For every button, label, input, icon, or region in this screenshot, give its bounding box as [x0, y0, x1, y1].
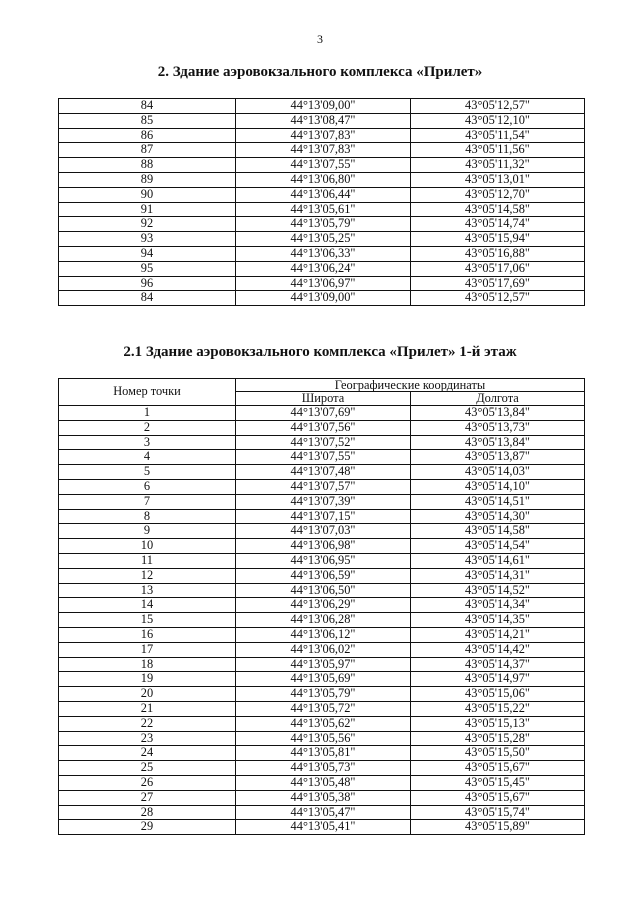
- longitude-cell: 43°05'14,37": [411, 657, 585, 672]
- latitude-cell: 44°13'07,83": [236, 128, 411, 143]
- longitude-cell: 43°05'15,89": [411, 820, 585, 835]
- longitude-cell: 43°05'12,70": [411, 187, 585, 202]
- point-number-cell: 13: [59, 583, 236, 598]
- longitude-cell: 43°05'14,21": [411, 627, 585, 642]
- longitude-cell: 43°05'14,97": [411, 672, 585, 687]
- latitude-cell: 44°13'07,55": [236, 450, 411, 465]
- table-row: [59, 465, 585, 480]
- longitude-cell: 43°05'15,74": [411, 805, 585, 820]
- point-number-cell: 10: [59, 539, 236, 554]
- longitude-cell: 43°05'12,57": [411, 291, 585, 306]
- latitude-cell: 44°13'06,33": [236, 246, 411, 261]
- latitude-cell: 44°13'09,00": [236, 99, 411, 114]
- coordinates-table-1-body: [59, 99, 585, 306]
- table-row: [59, 657, 585, 672]
- latitude-cell: 44°13'06,80": [236, 172, 411, 187]
- table-row: [59, 406, 585, 421]
- latitude-cell: 44°13'05,81": [236, 746, 411, 761]
- longitude-cell: 43°05'13,84": [411, 406, 585, 421]
- longitude-cell: 43°05'15,06": [411, 687, 585, 702]
- point-number-cell: 84: [59, 291, 236, 306]
- point-number-cell: 26: [59, 775, 236, 790]
- latitude-cell: 44°13'06,95": [236, 553, 411, 568]
- point-number-cell: 7: [59, 494, 236, 509]
- longitude-cell: 43°05'15,50": [411, 746, 585, 761]
- table-row: [59, 158, 585, 173]
- coordinates-table-1: [58, 98, 585, 306]
- point-number-cell: 85: [59, 113, 236, 128]
- table-row: [59, 613, 585, 628]
- longitude-cell: 43°05'15,67": [411, 790, 585, 805]
- longitude-cell: 43°05'14,35": [411, 613, 585, 628]
- longitude-cell: 43°05'14,03": [411, 465, 585, 480]
- point-number-cell: 86: [59, 128, 236, 143]
- table-row: [59, 568, 585, 583]
- point-number-cell: 94: [59, 246, 236, 261]
- table-row: [59, 202, 585, 217]
- table-row: [59, 261, 585, 276]
- longitude-cell: 43°05'15,28": [411, 731, 585, 746]
- table-row: [59, 687, 585, 702]
- latitude-cell: 44°13'07,03": [236, 524, 411, 539]
- table-row: [59, 716, 585, 731]
- latitude-cell: 44°13'05,48": [236, 775, 411, 790]
- latitude-cell: 44°13'07,52": [236, 435, 411, 450]
- latitude-cell: 44°13'06,44": [236, 187, 411, 202]
- header-row-top: [59, 379, 585, 392]
- table-row: [59, 450, 585, 465]
- latitude-cell: 44°13'07,57": [236, 479, 411, 494]
- latitude-header: Широта: [236, 392, 411, 406]
- longitude-cell: 43°05'11,54": [411, 128, 585, 143]
- longitude-cell: 43°05'17,06": [411, 261, 585, 276]
- table-row: [59, 246, 585, 261]
- longitude-cell: 43°05'13,84": [411, 435, 585, 450]
- longitude-cell: 43°05'15,94": [411, 232, 585, 247]
- longitude-cell: 43°05'14,58": [411, 202, 585, 217]
- table-row: [59, 479, 585, 494]
- latitude-cell: 44°13'06,98": [236, 539, 411, 554]
- latitude-cell: 44°13'06,29": [236, 598, 411, 613]
- longitude-cell: 43°05'11,56": [411, 143, 585, 158]
- table-row: [59, 583, 585, 598]
- longitude-cell: 43°05'15,45": [411, 775, 585, 790]
- point-number-cell: 3: [59, 435, 236, 450]
- table-row: [59, 598, 585, 613]
- point-number-cell: 11: [59, 553, 236, 568]
- point-number-cell: 27: [59, 790, 236, 805]
- latitude-cell: 44°13'06,12": [236, 627, 411, 642]
- point-number-cell: 22: [59, 716, 236, 731]
- table-row: [59, 642, 585, 657]
- point-number-cell: 29: [59, 820, 236, 835]
- longitude-cell: 43°05'14,30": [411, 509, 585, 524]
- latitude-cell: 44°13'06,59": [236, 568, 411, 583]
- table-row: [59, 143, 585, 158]
- table-row: [59, 553, 585, 568]
- table-row: [59, 187, 585, 202]
- latitude-cell: 44°13'05,56": [236, 731, 411, 746]
- table-row: [59, 232, 585, 247]
- latitude-cell: 44°13'05,97": [236, 657, 411, 672]
- longitude-cell: 43°05'14,58": [411, 524, 585, 539]
- coordinates-table-2-body: [59, 406, 585, 835]
- longitude-cell: 43°05'14,34": [411, 598, 585, 613]
- table-row: [59, 775, 585, 790]
- geo-coordinates-header: Географические координаты: [236, 379, 585, 392]
- longitude-cell: 43°05'11,32": [411, 158, 585, 173]
- table-row: [59, 99, 585, 114]
- latitude-cell: 44°13'07,15": [236, 509, 411, 524]
- point-number-cell: 9: [59, 524, 236, 539]
- point-number-cell: 12: [59, 568, 236, 583]
- point-number-header: Номер точки: [59, 379, 236, 406]
- table-row: [59, 276, 585, 291]
- section-1-title: 2. Здание аэровокзального комплекса «Прилет»: [157, 64, 483, 80]
- latitude-cell: 44°13'05,38": [236, 790, 411, 805]
- table-row: [59, 746, 585, 761]
- latitude-cell: 44°13'07,48": [236, 465, 411, 480]
- latitude-cell: 44°13'05,73": [236, 761, 411, 776]
- point-number-cell: 93: [59, 232, 236, 247]
- latitude-cell: 44°13'07,56": [236, 420, 411, 435]
- point-number-cell: 1: [59, 406, 236, 421]
- point-number-cell: 21: [59, 701, 236, 716]
- point-number-cell: 6: [59, 479, 236, 494]
- longitude-header: Долгота: [411, 392, 585, 406]
- table-row: [59, 420, 585, 435]
- longitude-cell: 43°05'14,10": [411, 479, 585, 494]
- latitude-cell: 44°13'05,79": [236, 217, 411, 232]
- longitude-cell: 43°05'14,42": [411, 642, 585, 657]
- longitude-cell: 43°05'14,31": [411, 568, 585, 583]
- point-number-cell: 18: [59, 657, 236, 672]
- longitude-cell: 43°05'15,67": [411, 761, 585, 776]
- latitude-cell: 44°13'05,61": [236, 202, 411, 217]
- table-row: [59, 128, 585, 143]
- latitude-cell: 44°13'06,28": [236, 613, 411, 628]
- point-number-cell: 95: [59, 261, 236, 276]
- point-number-cell: 91: [59, 202, 236, 217]
- coordinates-table-2-header: [59, 379, 585, 406]
- longitude-cell: 43°05'13,87": [411, 450, 585, 465]
- table-row: [59, 539, 585, 554]
- longitude-cell: 43°05'15,13": [411, 716, 585, 731]
- table-row: [59, 291, 585, 306]
- point-number-cell: 17: [59, 642, 236, 657]
- point-number-cell: 8: [59, 509, 236, 524]
- point-number-cell: 16: [59, 627, 236, 642]
- point-number-cell: 90: [59, 187, 236, 202]
- latitude-cell: 44°13'05,41": [236, 820, 411, 835]
- latitude-cell: 44°13'07,83": [236, 143, 411, 158]
- table-row: [59, 627, 585, 642]
- longitude-cell: 43°05'15,22": [411, 701, 585, 716]
- point-number-cell: 25: [59, 761, 236, 776]
- table-row: [59, 672, 585, 687]
- latitude-cell: 44°13'06,02": [236, 642, 411, 657]
- point-number-cell: 5: [59, 465, 236, 480]
- point-number-cell: 89: [59, 172, 236, 187]
- point-number-cell: 96: [59, 276, 236, 291]
- point-number-cell: 14: [59, 598, 236, 613]
- latitude-cell: 44°13'06,24": [236, 261, 411, 276]
- latitude-cell: 44°13'05,69": [236, 672, 411, 687]
- longitude-cell: 43°05'14,54": [411, 539, 585, 554]
- table-row: [59, 217, 585, 232]
- longitude-cell: 43°05'14,51": [411, 494, 585, 509]
- point-number-cell: 2: [59, 420, 236, 435]
- latitude-cell: 44°13'05,72": [236, 701, 411, 716]
- point-number-cell: 24: [59, 746, 236, 761]
- latitude-cell: 44°13'05,62": [236, 716, 411, 731]
- point-number-cell: 28: [59, 805, 236, 820]
- point-number-cell: 19: [59, 672, 236, 687]
- longitude-cell: 43°05'12,57": [411, 99, 585, 114]
- table-row: [59, 509, 585, 524]
- table-row: [59, 790, 585, 805]
- latitude-cell: 44°13'07,39": [236, 494, 411, 509]
- latitude-cell: 44°13'05,25": [236, 232, 411, 247]
- latitude-cell: 44°13'07,55": [236, 158, 411, 173]
- table-row: [59, 435, 585, 450]
- latitude-cell: 44°13'08,47": [236, 113, 411, 128]
- longitude-cell: 43°05'16,88": [411, 246, 585, 261]
- page-number: 3: [317, 32, 323, 46]
- table-row: [59, 172, 585, 187]
- longitude-cell: 43°05'14,74": [411, 217, 585, 232]
- longitude-cell: 43°05'13,73": [411, 420, 585, 435]
- longitude-cell: 43°05'17,69": [411, 276, 585, 291]
- table-row: [59, 820, 585, 835]
- table-row: [59, 113, 585, 128]
- section-2-title: 2.1 Здание аэровокзального комплекса «Прилет» 1-й этаж: [123, 344, 517, 360]
- latitude-cell: 44°13'05,47": [236, 805, 411, 820]
- latitude-cell: 44°13'07,69": [236, 406, 411, 421]
- latitude-cell: 44°13'06,97": [236, 276, 411, 291]
- latitude-cell: 44°13'09,00": [236, 291, 411, 306]
- point-number-cell: 20: [59, 687, 236, 702]
- point-number-cell: 84: [59, 99, 236, 114]
- point-number-cell: 15: [59, 613, 236, 628]
- table-row: [59, 701, 585, 716]
- longitude-cell: 43°05'14,61": [411, 553, 585, 568]
- latitude-cell: 44°13'05,79": [236, 687, 411, 702]
- longitude-cell: 43°05'12,10": [411, 113, 585, 128]
- point-number-cell: 23: [59, 731, 236, 746]
- point-number-cell: 87: [59, 143, 236, 158]
- table-row: [59, 494, 585, 509]
- point-number-cell: 4: [59, 450, 236, 465]
- table-row: [59, 524, 585, 539]
- latitude-cell: 44°13'06,50": [236, 583, 411, 598]
- coordinates-table-2: [58, 378, 585, 835]
- table-row: [59, 731, 585, 746]
- longitude-cell: 43°05'14,52": [411, 583, 585, 598]
- point-number-cell: 92: [59, 217, 236, 232]
- table-row: [59, 761, 585, 776]
- table-row: [59, 805, 585, 820]
- longitude-cell: 43°05'13,01": [411, 172, 585, 187]
- point-number-cell: 88: [59, 158, 236, 173]
